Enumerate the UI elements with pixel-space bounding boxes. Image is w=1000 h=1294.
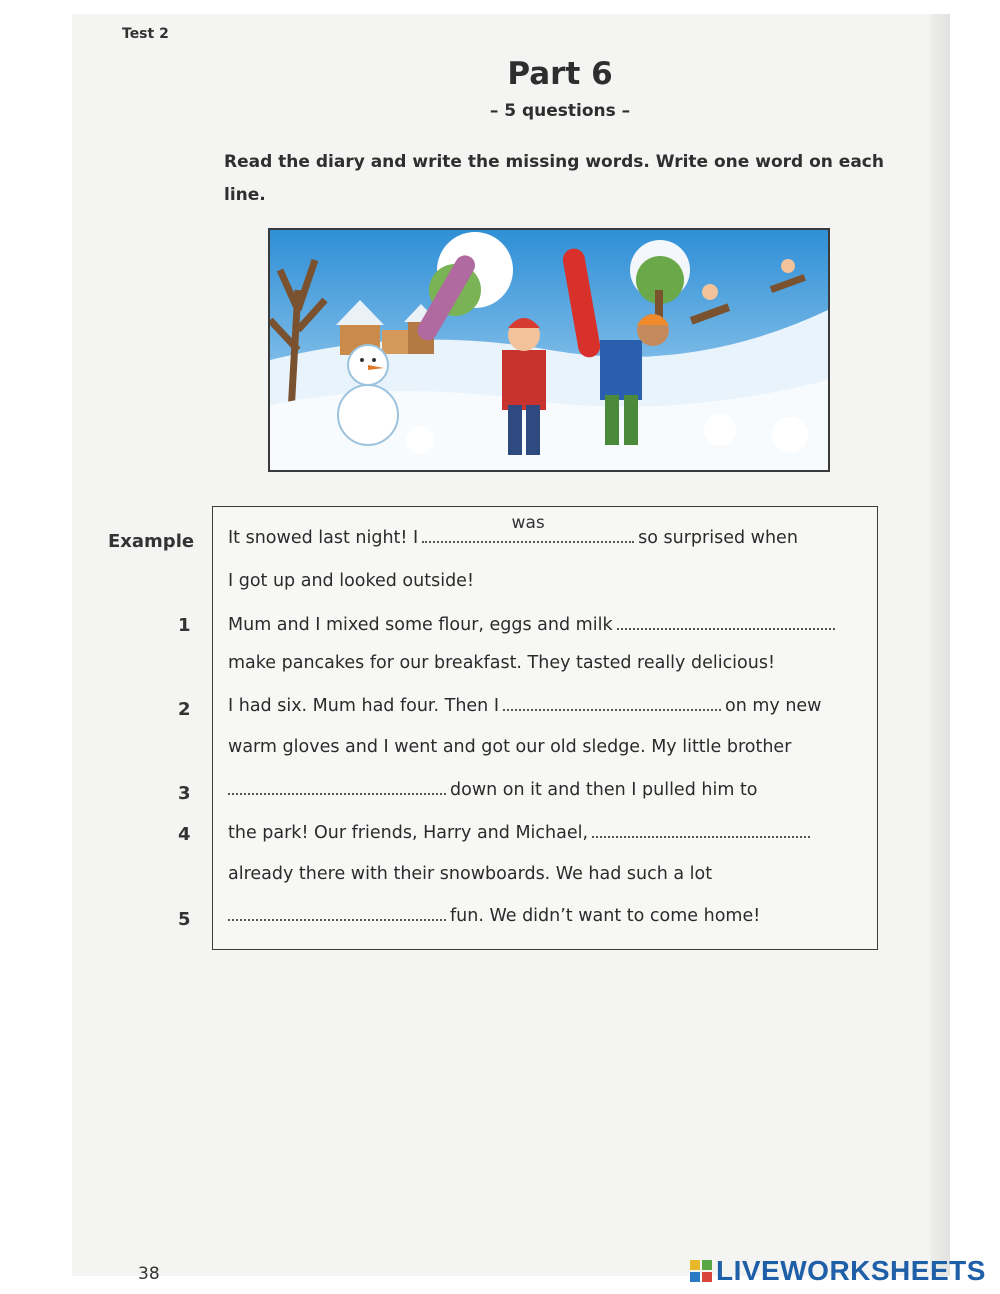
- diary-text: down on it and then I pulled him to: [450, 780, 758, 800]
- question-number: 4: [178, 824, 191, 845]
- diary-line: [228, 779, 758, 800]
- diary-line: [228, 513, 798, 548]
- diary-line: [228, 653, 775, 673]
- question-number: 5: [178, 909, 191, 930]
- answer-blank-5[interactable]: [228, 905, 446, 921]
- test-label: Test 2: [122, 26, 169, 42]
- question-number: 2: [178, 699, 191, 720]
- instruction-text: Read the diary and write the missing words. Write one word on each line.: [224, 152, 884, 205]
- logo-square-icon: [702, 1272, 712, 1282]
- diary-line: [228, 571, 474, 591]
- answer-blank-1[interactable]: [617, 614, 835, 630]
- diary-text: I got up and looked outside!: [228, 571, 474, 591]
- liveworksheets-logo[interactable]: [690, 1256, 986, 1286]
- example-label: Example: [108, 531, 195, 552]
- logo-grid-icon: [690, 1260, 712, 1282]
- page-number: 38: [138, 1264, 160, 1284]
- example-answer-blank: [422, 513, 634, 543]
- answer-blank-2[interactable]: [503, 695, 721, 711]
- diary-line: [228, 695, 822, 716]
- page-shadow-edge: [930, 14, 950, 1276]
- diary-text: fun. We didn’t want to come home!: [450, 906, 761, 926]
- diary-line: [228, 614, 839, 635]
- diary-text: the park! Our friends, Harry and Michael,: [228, 823, 589, 843]
- diary-line: [228, 822, 814, 843]
- diary-text: so surprised when: [638, 528, 798, 548]
- diary-text: I had six. Mum had four. Then I: [228, 696, 499, 716]
- question-number: 1: [178, 615, 191, 636]
- logo-square-icon: [690, 1272, 700, 1282]
- part-title: Part 6: [507, 56, 613, 92]
- diary-line: [228, 905, 760, 926]
- diary-text: Mum and I mixed some flour, eggs and milk: [228, 615, 613, 635]
- example-answer: was: [511, 513, 545, 533]
- diary-text: make pancakes for our breakfast. They tasted really delicious!: [228, 653, 775, 673]
- diary-text: warm gloves and I went and got our old sledge. My little brother: [228, 737, 792, 757]
- part-subtitle: – 5 questions –: [489, 101, 631, 121]
- logo-square-icon: [690, 1260, 700, 1270]
- diary-text: It snowed last night! I: [228, 528, 419, 548]
- diary-line: [228, 737, 791, 757]
- winter-scene-illustration: [268, 228, 830, 472]
- diary-text: already there with their snowboards. We had such a lot: [228, 864, 713, 884]
- brand-name: LIVEWORKSHEETS: [716, 1255, 986, 1286]
- answer-blank-4[interactable]: [592, 822, 810, 838]
- winter-scene-icon: [270, 230, 828, 470]
- question-number: 3: [178, 783, 191, 804]
- answer-blank-3[interactable]: [228, 779, 446, 795]
- diary-line: [228, 864, 712, 884]
- diary-text: on my new: [725, 696, 822, 716]
- logo-square-icon: [702, 1260, 712, 1270]
